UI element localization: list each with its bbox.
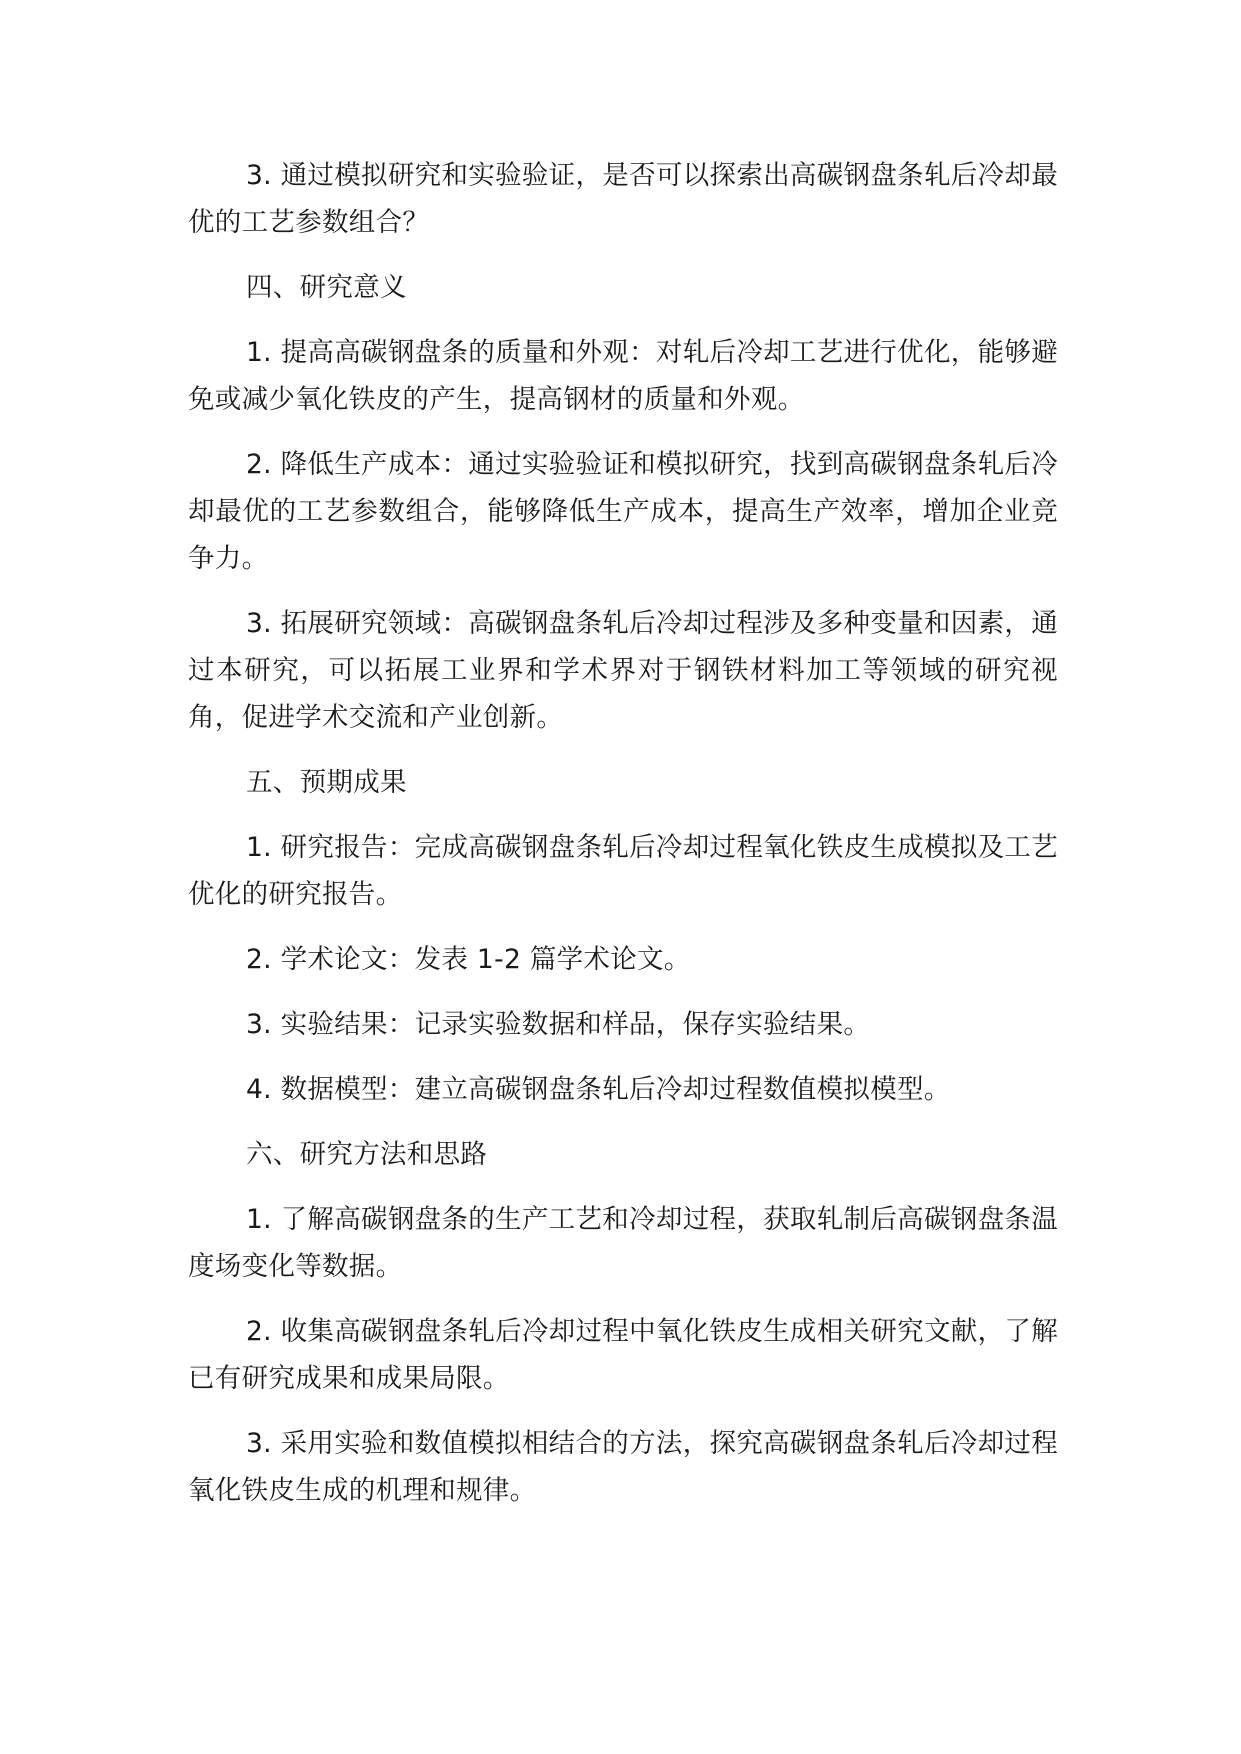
- section-heading-significance: 四、研究意义: [246, 272, 407, 303]
- paragraph-result-3: 3. 实验结果：记录实验数据和样品，保存实验结果。: [246, 1009, 871, 1040]
- paragraph-method-1: 1. 了解高碳钢盘条的生产工艺和冷却过程，获取轧制后高碳钢盘条温度场变化等数据。: [188, 1204, 1058, 1282]
- paragraph-method-2: 2. 收集高碳钢盘条轧后冷却过程中氧化铁皮生成相关研究文献，了解已有研究成果和成果局限。: [188, 1316, 1058, 1394]
- paragraph-significance-2: 2. 降低生产成本：通过实验验证和模拟研究，找到高碳钢盘条轧后冷却最优的工艺参数组合，能够降低生产成本，提高生产效率，增加企业竞争力。: [188, 449, 1058, 574]
- paragraph-result-1: 1. 研究报告：完成高碳钢盘条轧后冷却过程氧化铁皮生成模拟及工艺优化的研究报告。: [188, 832, 1058, 910]
- paragraph-result-4: 4. 数据模型：建立高碳钢盘条轧后冷却过程数值模拟模型。: [246, 1074, 951, 1105]
- paragraph-method-3: 3. 采用实验和数值模拟相结合的方法，探究高碳钢盘条轧后冷却过程氧化铁皮生成的机理和规律。: [188, 1428, 1058, 1506]
- paragraph-question-3: 3. 通过模拟研究和实验验证，是否可以探索出高碳钢盘条轧后冷却最优的工艺参数组合？: [188, 160, 1058, 238]
- paragraph-result-2: 2. 学术论文：发表 1-2 篇学术论文。: [246, 944, 691, 975]
- paragraph-significance-1: 1. 提高高碳钢盘条的质量和外观：对轧后冷却工艺进行优化，能够避免或减少氧化铁皮的产生，提高钢材的质量和外观。: [188, 337, 1058, 415]
- section-heading-methods: 六、研究方法和思路: [246, 1139, 488, 1170]
- section-heading-expected-results: 五、预期成果: [246, 767, 407, 798]
- paragraph-significance-3: 3. 拓展研究领域：高碳钢盘条轧后冷却过程涉及多种变量和因素，通过本研究，可以拓展工业界和学术界对于钢铁材料加工等领域的研究视角，促进学术交流和产业创新。: [188, 608, 1058, 733]
- document-page: [188, 152, 1058, 1532]
